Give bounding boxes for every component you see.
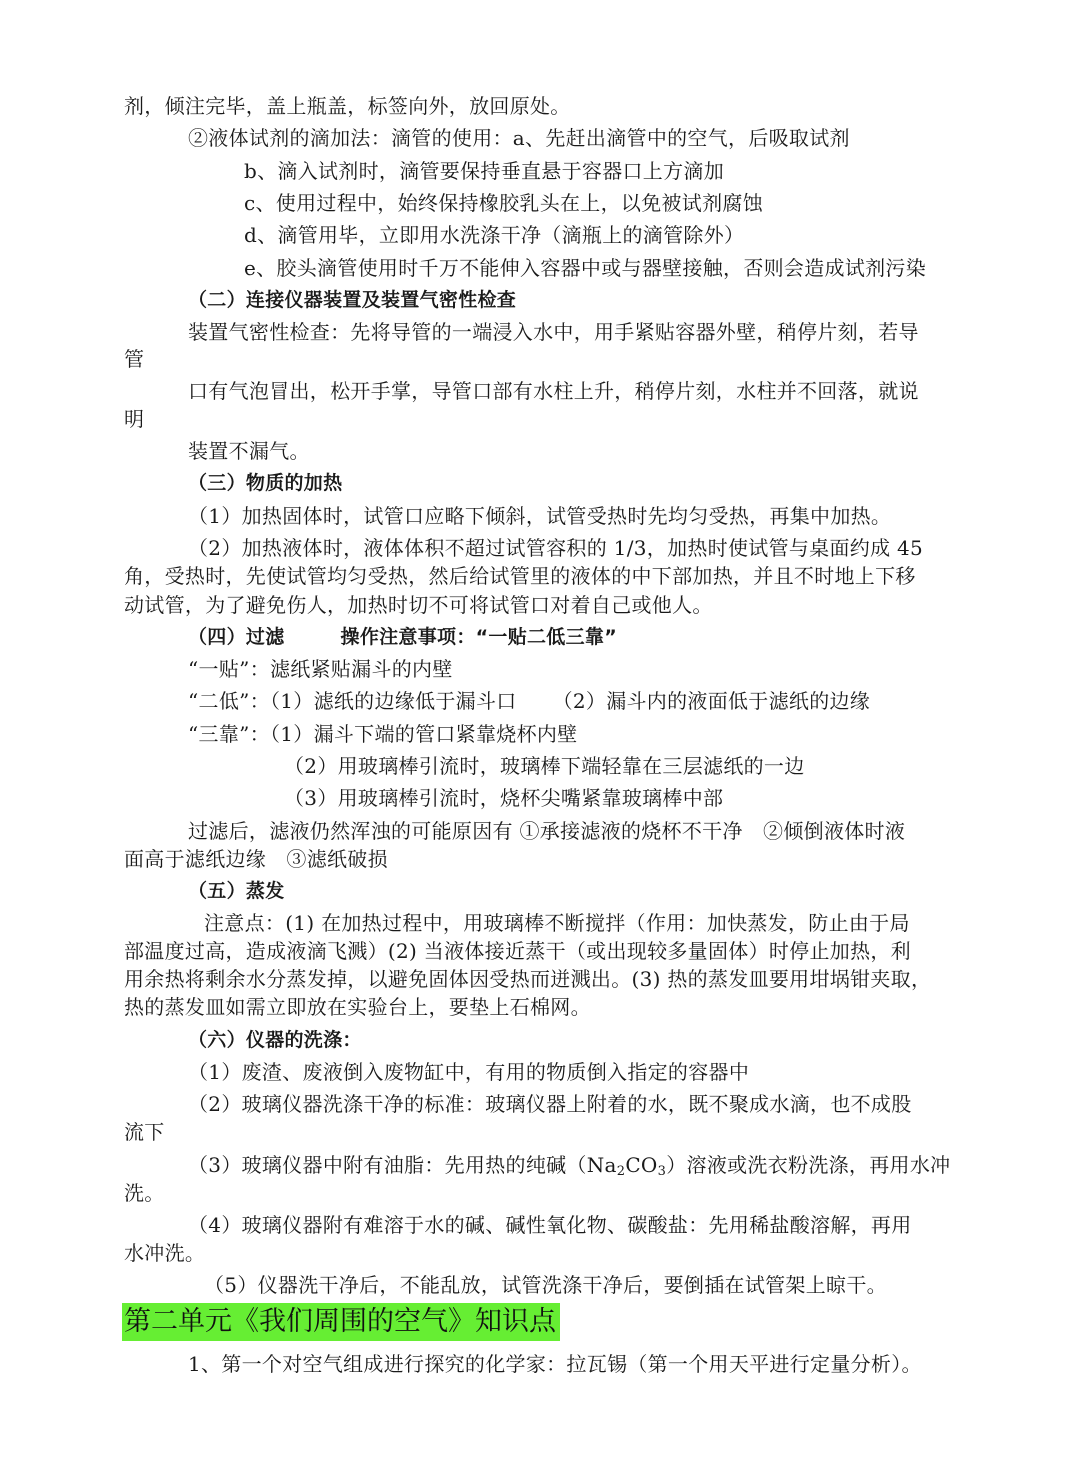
text-line: 口有气泡冒出，松开手掌，导管口部有水柱上升，稍停片刻，水柱并不回落，就说 xyxy=(188,379,919,403)
text-line: （1）加热固体时，试管口应略下倾斜，试管受热时先均匀受热，再集中加热。 xyxy=(188,504,892,528)
text-line: 注意点：(1) 在加热过程中，用玻璃棒不断搅拌（作用：加快蒸发，防止由于局 xyxy=(204,911,910,935)
section-heading xyxy=(188,623,617,651)
text-line: 装置气密性检查：先将导管的一端浸入水中，用手紧贴容器外壁，稍停片刻，若导 xyxy=(188,320,919,344)
text-line: 过滤后，滤液仍然浑浊的可能原因有 ①承接滤液的烧杯不干净 ②倾倒液体时液 xyxy=(188,819,906,843)
section-heading: （三）物质的加热 xyxy=(188,472,343,494)
text-line: 面高于滤纸边缘 ③滤纸破损 xyxy=(124,847,388,871)
heading-part: （四）过滤 xyxy=(188,626,285,648)
text-line: b、滴入试剂时，滴管要保持垂直悬于容器口上方滴加 xyxy=(244,159,725,183)
text-line: （2）用玻璃棒引流时，玻璃棒下端轻靠在三层滤纸的一边 xyxy=(284,754,805,778)
text-part: CO xyxy=(625,1153,658,1177)
text-line: ②液体试剂的滴加法：滴管的使用：a、先赶出滴管中的空气，后吸取试剂 xyxy=(188,126,850,150)
text-line: 装置不漏气。 xyxy=(188,439,310,463)
text-line: （2）玻璃仪器洗涤干净的标准：玻璃仪器上附着的水，既不聚成水滴，也不成股 xyxy=(188,1092,912,1116)
subscript: 3 xyxy=(657,1164,667,1179)
section-heading: （六）仪器的洗涤： xyxy=(188,1029,362,1051)
text-part: （2）漏斗内的液面低于滤纸的边缘 xyxy=(552,689,871,713)
text-part: “二低”：（1）滤纸的边缘低于漏斗口 xyxy=(188,689,517,713)
text-line: 水冲洗。 xyxy=(124,1241,206,1265)
text-line: （1）废渣、废液倒入废物缸中，有用的物质倒入指定的容器中 xyxy=(188,1060,750,1084)
subscript: 2 xyxy=(616,1164,626,1179)
text-line xyxy=(188,1151,950,1179)
text-line: “一贴”：滤纸紧贴漏斗的内壁 xyxy=(188,657,453,681)
text-line: 动试管，为了避免伤人，加热时切不可将试管口对着自己或他人。 xyxy=(124,593,713,617)
text-line: 角，受热时，先使试管均匀受热，然后给试管里的液体的中下部加热，并且不时地上下移 xyxy=(124,564,916,588)
text-line xyxy=(188,687,870,715)
text-line: 剂，倾注完毕，盖上瓶盖，标签向外，放回原处。 xyxy=(124,94,571,118)
text-line: 热的蒸发皿如需立即放在实验台上，要垫上石棉网。 xyxy=(124,995,591,1019)
text-line: c、使用过程中，始终保持橡胶乳头在上，以免被试剂腐蚀 xyxy=(244,191,764,215)
text-line: （3）用玻璃棒引流时，烧杯尖嘴紧靠玻璃棒中部 xyxy=(284,786,724,810)
text-line: 明 xyxy=(124,407,145,431)
unit-title: 第二单元《我们周围的空气》知识点 xyxy=(122,1303,560,1341)
section-heading: （五）蒸发 xyxy=(188,880,285,902)
text-line: 流下 xyxy=(124,1120,165,1144)
text-line: （5）仪器洗干净后，不能乱放，试管洗涤干净后，要倒插在试管架上晾干。 xyxy=(204,1273,887,1297)
text-line: 洗。 xyxy=(124,1181,165,1205)
text-line: 部温度过高，造成液滴飞溅）(2) 当液体接近蒸干（或出现较多量固体）时停止加热，利 xyxy=(124,939,911,963)
text-line: （4）玻璃仪器附有难溶于水的碱、碱性氧化物、碳酸盐：先用稀盐酸溶解，再用 xyxy=(188,1213,912,1237)
text-line: 管 xyxy=(124,347,145,371)
section-heading: （二）连接仪器装置及装置气密性检查 xyxy=(188,289,517,311)
text-line: “三靠”：（1）漏斗下端的管口紧靠烧杯内壁 xyxy=(188,722,578,746)
text-line: 1、第一个对空气组成进行探究的化学家：拉瓦锡（第一个用天平进行定量分析）。 xyxy=(188,1352,922,1376)
text-line: e、胶头滴管使用时千万不能伸入容器中或与器壁接触，否则会造成试剂污染 xyxy=(244,256,927,280)
text-line: 用余热将剩余水分蒸发掉，以避免固体因受热而迸溅出。(3) 热的蒸发皿要用坩埚钳夹取， xyxy=(124,967,932,991)
text-line: d、滴管用毕，立即用水洗涤干净（滴瓶上的滴管除外） xyxy=(244,223,745,247)
text-part: （3）玻璃仪器中附有油脂：先用热的纯碱（Na xyxy=(188,1153,617,1177)
text-part: ）溶液或洗衣粉洗涤，再用水冲 xyxy=(666,1153,951,1177)
heading-part: 操作注意事项：“一贴二低三靠” xyxy=(340,626,617,648)
text-line: （2）加热液体时，液体体积不超过试管容积的 1/3，加热时使试管与桌面约成 45 xyxy=(188,536,924,560)
